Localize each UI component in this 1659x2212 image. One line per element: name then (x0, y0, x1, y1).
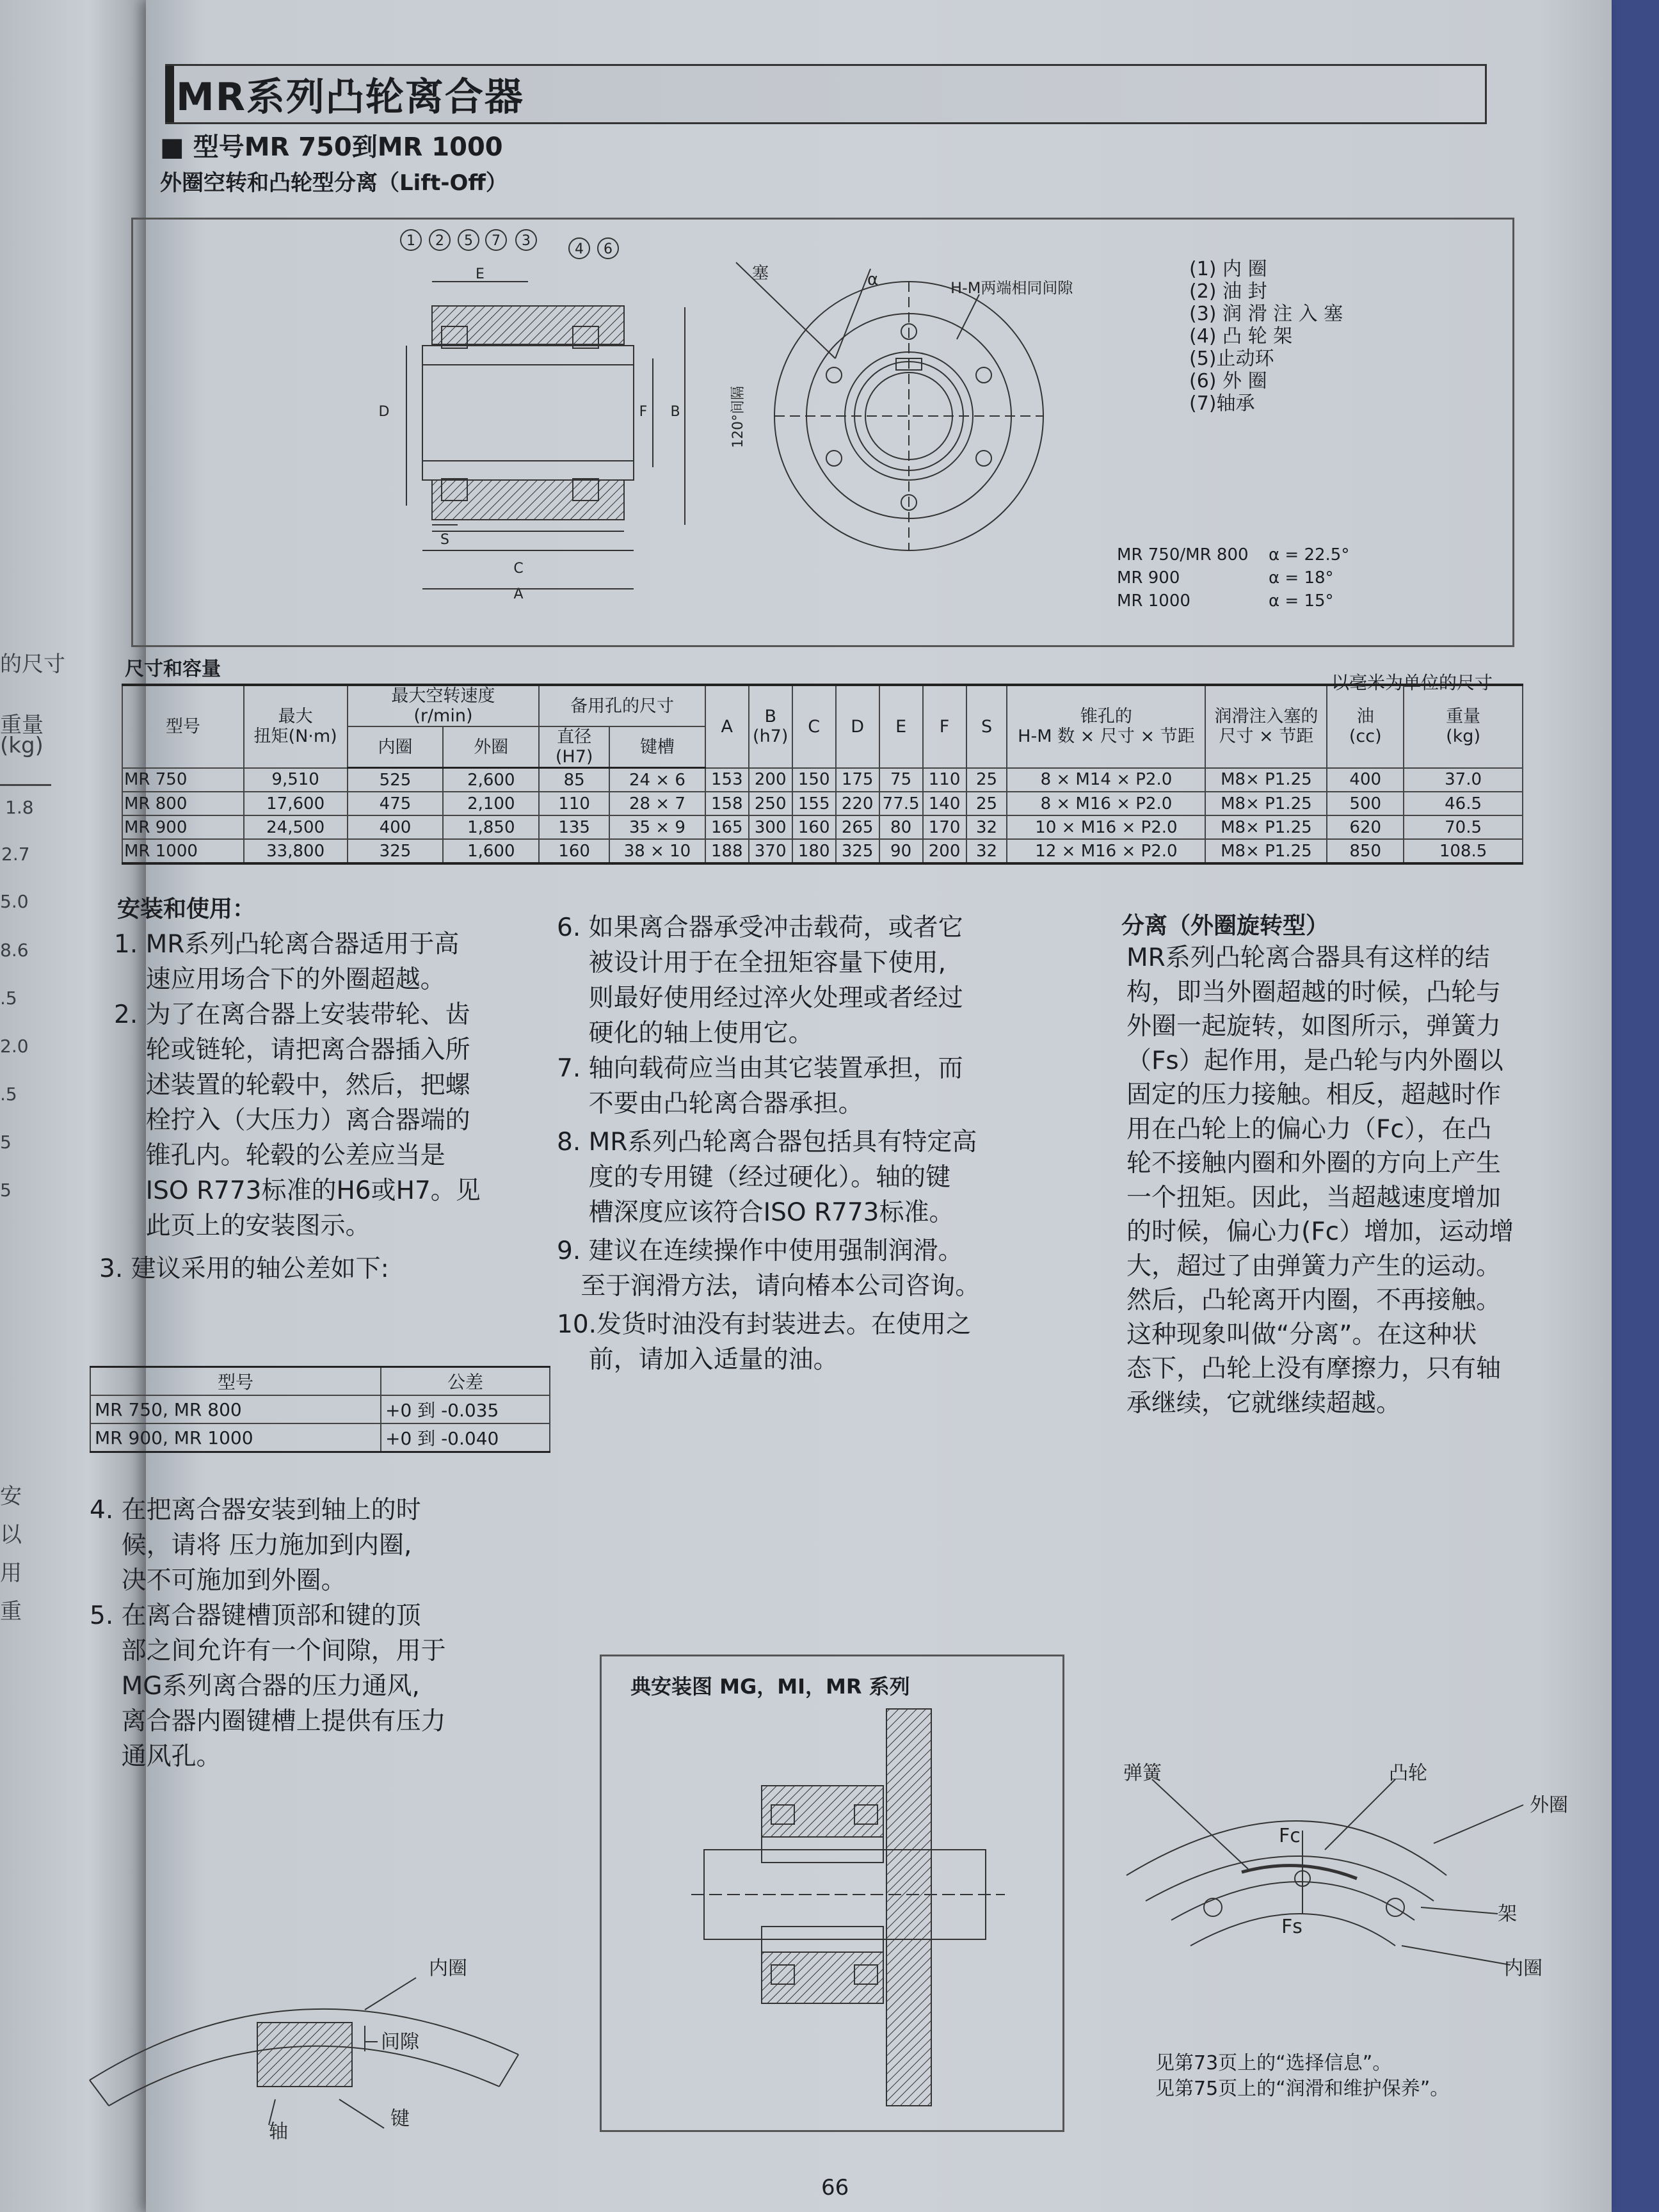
left-page-value: 5 (0, 1132, 12, 1153)
table-cell: MR 1000 (122, 839, 244, 863)
col-header-lube: 润滑注入塞的 尺寸 × 节距 (1205, 685, 1327, 768)
table-cell: 32 (966, 815, 1007, 839)
table-cell: 180 (792, 839, 836, 863)
install-item-2: 2. 为了在离合器上安装带轮、齿 轮或链轮，请把离合器插入所 述装置的轮毂中，然后，把螺 栓拧入（大压力）离合器端的 锥孔内。轮毂的公差应当是 ISO R773标准的H6或H7。见 此页上的安装图示。 (114, 1000, 481, 1240)
table-cell: 33,800 (244, 839, 348, 863)
table-cell: M8× P1.25 (1205, 839, 1327, 863)
table-cell: 500 (1327, 792, 1404, 815)
table-cell: 75 (879, 768, 923, 792)
table-cell: 170 (923, 815, 966, 839)
callout-4: 4 (575, 241, 584, 257)
label-spring: 弹簧 (1123, 1762, 1162, 1784)
legend-item: (5)止动环 (1189, 348, 1274, 370)
install-item-5: 5. 在离合器键槽顶部和键的顶 部之间允许有一个间隙，用于 MG系列离合器的压力通风, 离合器内圈键槽上提供有压力 通风孔。 (90, 1601, 446, 1771)
callout-5: 5 (464, 233, 473, 249)
liftoff-body: MR系列凸轮离合器具有这样的结 构，即当外圈超越的时候，凸轮与 外圈一起旋转，如图所示，弹簧力 （Fs）起作用，是凸轮与内外圈以 固定的压力接触。相反，超越时作 用在凸轮上的偏心力（Fc），在凸 轮不接触内圈和外圈的方向上产生 一个扭矩。因此，当超越速度增加 的时候，偏心力(Fc）增加，运动增 大，超过了由弹簧力产生的运动。 然后，凸轮离开内圈，不再接触。 这种现象叫做“分离”。在这种状 态下，凸轮上没有摩擦力，只有轴 承继续，它就继续超越。 (1126, 943, 1514, 1418)
col-header-speed: 最大空转速度 (r/min) (348, 685, 540, 726)
table-row (122, 839, 1523, 863)
callout-3: 3 (522, 233, 531, 249)
col-header-dia: 直径 (H7) (539, 726, 609, 768)
table-cell: 110 (923, 768, 966, 792)
col-header-tap: 锥孔的 H-M 数 × 尺寸 × 节距 (1007, 685, 1205, 768)
table-cell: 325 (348, 839, 444, 863)
legend-item: (2) 油 封 (1189, 280, 1267, 303)
typical-installation-drawing (685, 1696, 1018, 2119)
label-outer-ring: 外圈 (1530, 1794, 1568, 1816)
install-item-7: 7. 轴向载荷应当由其它装置承担，而 不要由凸轮离合器承担。 (557, 1054, 963, 1118)
col-header-c: C (792, 685, 836, 768)
table-cell: 325 (836, 839, 879, 863)
table-cell: 90 (879, 839, 923, 863)
table-cell: 1,600 (443, 839, 539, 863)
tol-cell: +0 到 -0.035 (381, 1395, 550, 1423)
legend-item: (1) 内 圈 (1189, 258, 1267, 280)
install-item-3: 3. 建议采用的轴公差如下: (99, 1254, 389, 1283)
install-diagram-title: 典安装图 MG，MI，MR 系列 (630, 1674, 910, 1699)
table-cell: 85 (539, 768, 609, 792)
spec-table-unit-note: 以毫米为单位的尺寸 (1331, 672, 1493, 693)
page-title: MR系列凸轮离合器 (176, 75, 524, 120)
table-row (122, 815, 1523, 839)
table-cell: 370 (749, 839, 792, 863)
type-subtitle: 外圈空转和凸轮型分离（Lift-Off） (160, 170, 508, 196)
legend-item: (4) 凸 轮 架 (1189, 325, 1293, 348)
left-page-char: 安 (0, 1484, 22, 1509)
legend-item: (6) 外 圈 (1189, 370, 1267, 392)
table-cell: 10 × M16 × P2.0 (1007, 815, 1205, 839)
table-cell: M8× P1.25 (1205, 768, 1327, 792)
table-cell: 80 (879, 815, 923, 839)
col-header-e: E (879, 685, 923, 768)
label-inner-ring: 内圈 (1504, 1957, 1543, 1980)
dim-s: S (440, 532, 449, 548)
table-row (122, 768, 1523, 792)
clutch-end-view-drawing (704, 256, 1088, 589)
tol-cell: MR 750, MR 800 (90, 1395, 381, 1423)
table-cell: 25 (966, 768, 1007, 792)
table-cell: 165 (705, 815, 749, 839)
alpha-model: MR 900 (1117, 568, 1180, 588)
table-cell: 25 (966, 792, 1007, 815)
dim-d: D (378, 404, 390, 420)
dim-b: B (670, 404, 680, 420)
reference-note: 见第75页上的“润滑和维护保养”。 (1155, 2078, 1450, 2100)
install-item-10: 10.发货时油没有封装进去。在使用之 前，请加入适量的油。 (557, 1310, 972, 1374)
left-page-label: 的尺寸 (0, 652, 65, 677)
install-section-title: 安装和使用： (117, 896, 256, 922)
alpha-value: α = 18° (1269, 568, 1334, 588)
label-inner-ring: 内圈 (429, 1957, 467, 1980)
table-cell: 12 × M16 × P2.0 (1007, 839, 1205, 863)
table-cell: 46.5 (1404, 792, 1523, 815)
left-page-label: 重量 (0, 712, 44, 738)
callout-6: 6 (604, 241, 613, 257)
table-cell: 620 (1327, 815, 1404, 839)
dim-c: C (513, 561, 524, 577)
table-cell: 400 (348, 815, 444, 839)
table-cell: 2,100 (443, 792, 539, 815)
col-header-f: F (923, 685, 966, 768)
col-header-weight: 重量 (kg) (1404, 685, 1523, 768)
callout-7: 7 (492, 233, 501, 249)
table-cell: M8× P1.25 (1205, 792, 1327, 815)
table-cell: 8 × M16 × P2.0 (1007, 792, 1205, 815)
left-page-value: 5.0 (0, 891, 29, 912)
left-page-value: .5 (0, 1084, 17, 1105)
table-cell: 525 (348, 768, 444, 792)
model-range-subtitle: ■ 型号MR 750到MR 1000 (160, 132, 503, 162)
label-shaft: 轴 (269, 2120, 288, 2143)
dim-f: F (639, 404, 648, 420)
table-cell: 155 (792, 792, 836, 815)
col-header-d: D (836, 685, 879, 768)
label-gap: 间隙 (381, 2031, 419, 2053)
table-cell: 200 (749, 768, 792, 792)
table-cell: 175 (836, 768, 879, 792)
table-cell: 140 (923, 792, 966, 815)
table-cell: 400 (1327, 768, 1404, 792)
col-header-s: S (966, 685, 1007, 768)
alpha-value: α = 22.5° (1269, 545, 1350, 565)
reference-note: 见第73页上的“选择信息”。 (1155, 2052, 1392, 2074)
hm-clearance-label: H-M两端相同间隙 (950, 279, 1073, 297)
install-item-9: 9. 建议在连续操作中使用强制润滑。 至于润滑方法，请向椿本公司咨询。 (557, 1237, 981, 1301)
table-cell: 110 (539, 792, 609, 815)
table-cell: 220 (836, 792, 879, 815)
table-cell: 200 (923, 839, 966, 863)
plug-label: 塞 (752, 264, 769, 283)
liftoff-diagram (1114, 1754, 1613, 2048)
table-cell: 9,510 (244, 768, 348, 792)
table-cell: 160 (792, 815, 836, 839)
table-cell: 24 × 6 (609, 768, 705, 792)
table-cell: 158 (705, 792, 749, 815)
table-cell: 28 × 7 (609, 792, 705, 815)
spec-table-title: 尺寸和容量 (125, 658, 221, 680)
tol-header-model: 型号 (90, 1367, 381, 1396)
left-page-char: 以 (0, 1522, 22, 1548)
table-cell: 160 (539, 839, 609, 863)
page-number: 66 (821, 2175, 849, 2200)
table-cell: 153 (705, 768, 749, 792)
left-page-char: 用 (0, 1560, 22, 1586)
left-page-char: 重 (0, 1599, 22, 1624)
table-cell: 188 (705, 839, 749, 863)
label-cam: 凸轮 (1389, 1762, 1427, 1784)
table-cell: 150 (792, 768, 836, 792)
table-cell: 77.5 (879, 792, 923, 815)
table-cell: 135 (539, 815, 609, 839)
table-cell: 475 (348, 792, 444, 815)
left-page-value: .5 (0, 988, 17, 1009)
table-cell: 108.5 (1404, 839, 1523, 863)
callout-2: 2 (435, 233, 444, 249)
col-header-keyway: 键槽 (609, 726, 705, 768)
angle-label: 120°间隔 (730, 386, 746, 448)
liftoff-section-title: 分离（外圈旋转型） (1121, 913, 1329, 939)
table-cell: 265 (836, 815, 879, 839)
alpha-model: MR 750/MR 800 (1117, 545, 1249, 565)
table-cell: 35 × 9 (609, 815, 705, 839)
label-cage: 架 (1498, 1903, 1517, 1925)
table-cell: 2,600 (443, 768, 539, 792)
table-cell: 250 (749, 792, 792, 815)
table-cell: M8× P1.25 (1205, 815, 1327, 839)
table-cell: 37.0 (1404, 768, 1523, 792)
install-item-6: 6. 如果离合器承受冲击载荷，或者它 被设计用于在全扭矩容量下使用, 则最好使用经过淬火处理或者经过 硬化的轴上使用它。 (557, 913, 963, 1048)
col-header-model: 型号 (122, 685, 244, 768)
left-page-label: (kg) (0, 733, 44, 758)
spec-table (122, 684, 1523, 865)
col-header-inner: 内圈 (348, 726, 444, 768)
table-cell: MR 900 (122, 815, 244, 839)
callout-1: 1 (406, 233, 415, 249)
label-fc: Fc (1279, 1825, 1301, 1847)
left-page-value: 1.8 (5, 797, 34, 818)
col-header-oil: 油 (cc) (1327, 685, 1404, 768)
col-header-a: A (705, 685, 749, 768)
clutch-cross-section-drawing (358, 224, 717, 621)
neighbor-cover-right (1612, 0, 1659, 2212)
tol-header-tolerance: 公差 (381, 1367, 550, 1396)
col-header-bore: 备用孔的尺寸 (539, 685, 705, 726)
left-page-value: 5 (0, 1180, 12, 1201)
table-cell: 8 × M14 × P2.0 (1007, 768, 1205, 792)
alpha-value: α = 15° (1269, 591, 1334, 611)
table-cell: 850 (1327, 839, 1404, 863)
dim-a: A (513, 586, 524, 602)
left-page-rule (0, 784, 51, 786)
table-cell: MR 750 (122, 768, 244, 792)
legend-item: (7)轴承 (1189, 392, 1255, 415)
install-item-8: 8. MR系列凸轮离合器包括具有特定高 度的专用键（经过硬化）。轴的键 槽深度应该符合ISO R773标准。 (557, 1128, 977, 1227)
table-cell: 24,500 (244, 815, 348, 839)
table-cell: 1,850 (443, 815, 539, 839)
dim-e: E (476, 266, 485, 282)
col-header-torque: 最大 扭矩(N·m) (244, 685, 348, 768)
table-cell: MR 800 (122, 792, 244, 815)
col-header-outer: 外圈 (443, 726, 539, 768)
tol-cell: +0 到 -0.040 (381, 1423, 550, 1452)
install-item-1: 1. MR系列凸轮离合器适用于高 速应用场合下的外圈超越。 (114, 930, 460, 994)
legend-item: (3) 润 滑 注 入 塞 (1189, 303, 1343, 325)
alpha-model: MR 1000 (1117, 591, 1190, 611)
left-page-value: 2.0 (0, 1036, 29, 1057)
table-cell: 70.5 (1404, 815, 1523, 839)
table-cell: 300 (749, 815, 792, 839)
table-row (122, 792, 1523, 815)
table-cell: 32 (966, 839, 1007, 863)
left-page-value: 8.6 (0, 940, 29, 961)
label-key: 键 (390, 2108, 410, 2130)
left-page-value: 2.7 (1, 844, 30, 865)
alpha-label: α (867, 270, 879, 289)
table-cell: 17,600 (244, 792, 348, 815)
label-fs: Fs (1281, 1916, 1302, 1938)
key-clearance-diagram (83, 1939, 531, 2151)
table-cell: 38 × 10 (609, 839, 705, 863)
shaft-tolerance-table (90, 1366, 550, 1453)
install-item-4: 4. 在把离合器安装到轴上的时 候，请将 压力施加到内圈, 决不可施加到外圈。 (90, 1496, 421, 1595)
col-header-b: B (h7) (749, 685, 792, 768)
tol-cell: MR 900, MR 1000 (90, 1423, 381, 1452)
